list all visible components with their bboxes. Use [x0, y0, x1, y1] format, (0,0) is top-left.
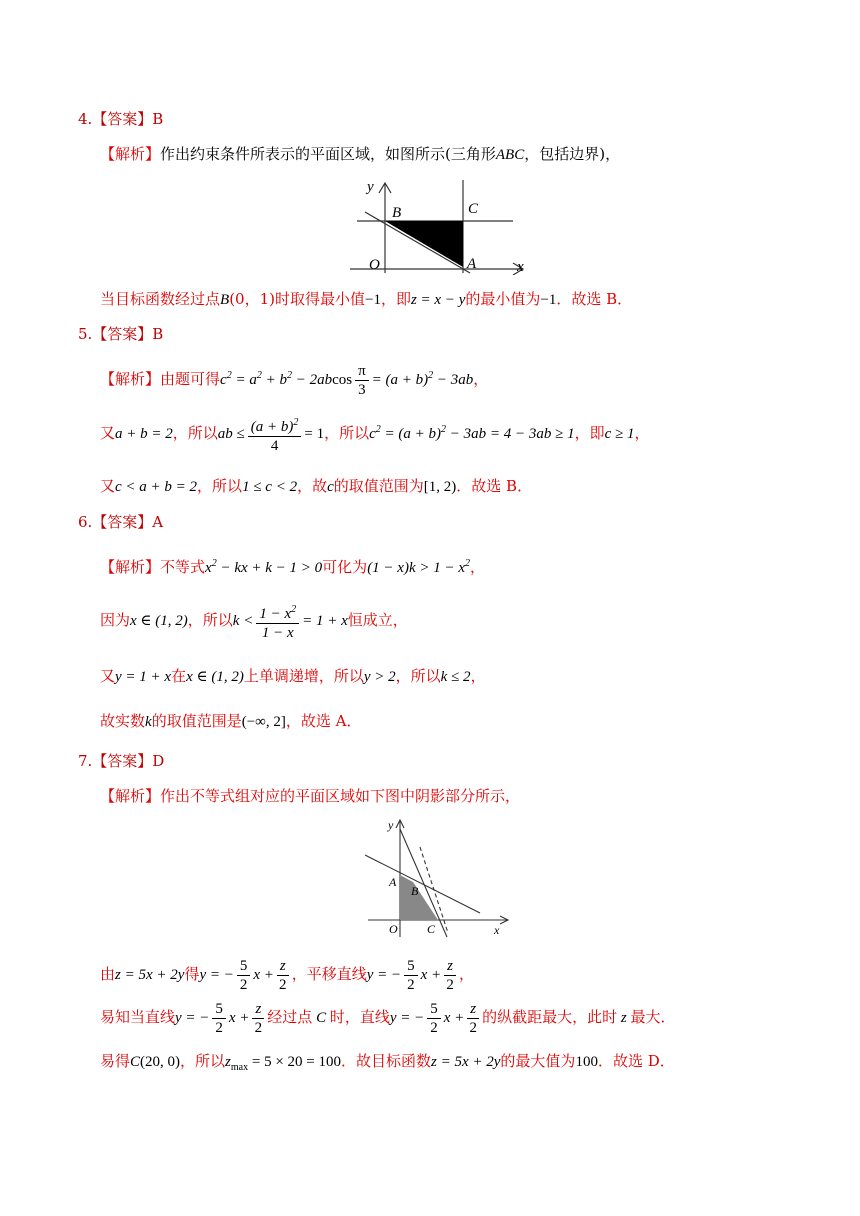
q5-l3-c: ，故 — [297, 477, 328, 495]
q5-line3: 又c < a + b = 2，所以1 ≤ c < 2，故c的取值范围为[1, 2)．故选 B． — [100, 477, 533, 495]
q4-analysis — [100, 143, 620, 166]
q6-line3: 又y = 1 + x在x ∈ (1, 2)上单调递增，所以y > 2，所以k ≤ 2， — [100, 667, 486, 685]
q6-l2-c: 恒成立， — [347, 611, 408, 629]
q7-l3-c: 时，直线 — [329, 1008, 390, 1026]
q5-l2-b: ，所以 — [172, 424, 218, 442]
q5-l3-a: 又 — [100, 477, 116, 495]
q7-l2-b: 得 — [184, 965, 200, 983]
q4-conclusion-text-e: ．故选 B． — [556, 290, 633, 308]
q7-l3-e: 最大． — [630, 1008, 676, 1026]
q4-conclusion-text-a: 当目标函数经过点 — [100, 290, 221, 308]
q7-line2: 由z = 5x + 2y得y = − $\frac{5}{2}$ x + $\frac{z}{2}$ ，平移直线y = − $\frac{5}{2}$ x + $\frac{z}{2}$ ， — [100, 957, 475, 993]
q7-label-C: C — [427, 922, 436, 936]
q7-figure — [360, 815, 520, 940]
q6-l4-c: ，故选 A． — [285, 712, 362, 730]
q7-line3: 易知当直线y = − $\frac{5}{2}$ x + $\frac{z}{2}$ 经过点 C 时，直线y = − $\frac{5}{2}$ x + $\frac{z}{2}$ 的纵截距最大，此时 z 最大． — [100, 1000, 676, 1036]
q5-l2-c: ，所以 — [324, 424, 370, 442]
q4-conclusion-text-d: 的最小值为 — [465, 290, 541, 308]
q5-l2-d: ，即 — [574, 424, 605, 442]
q4-conclusion — [100, 288, 632, 311]
q4-label-y: y — [367, 179, 374, 195]
q6-l1-a: 不等式 — [160, 558, 206, 576]
q7-l3-a: 易知当直线 — [100, 1008, 176, 1026]
q5-l3-e: ．故选 B． — [456, 477, 533, 495]
q4-label-B: B — [392, 205, 402, 221]
q6-label: 【解析】 — [100, 558, 161, 576]
q6-line4: 故实数k的取值范围是(−∞, 2]，故选 A． — [100, 712, 362, 730]
q7-label-y: y — [388, 818, 394, 832]
q6-line1: 【解析】不等式$x^2$ − kx + k − 1 > 0可化为$(1 - x)k > 1 - x^2$， — [100, 558, 486, 576]
q4-conclusion-text-c: ，即 — [380, 290, 411, 308]
q4-label-O: O — [369, 257, 380, 273]
q5-l1-text: 由题可得 — [160, 370, 221, 388]
q6-line2: 因为x ∈ (1, 2)，所以k < $\frac{1 - x^2}{1 - x}$ = 1 + x恒成立， — [100, 600, 408, 640]
q5-label: 【解析】 — [100, 370, 161, 388]
q6-l3-d: ，所以 — [395, 667, 441, 685]
q7-label-O: O — [389, 922, 398, 936]
q7-label-A: A — [389, 875, 397, 889]
q4-min-value-2: −1 — [540, 292, 557, 308]
q7-l1-text: 作出不等式组对应的平面区域如下图中阴影部分所示， — [160, 787, 521, 805]
q5-l3-d: 的取值范围为 — [333, 477, 424, 495]
q7-l4-a: 易得 — [100, 1052, 131, 1070]
q5-line2: 又a + b = 2，所以ab ≤ $\frac{(a + b)^2}{4}$ = 1，所以$c^2 = (a + b)^2 - 3ab = 4 - 3ab \ge 1$，即c ≥ 1， — [100, 410, 650, 450]
q6-answer: 6.【答案】A — [78, 513, 164, 531]
q5-answer: 5.【答案】B — [78, 325, 164, 343]
q5-frac: $\frac{(a + b)^2}{4}$ — [248, 414, 302, 455]
q5-eq1: $c^2 = a^2 + b^2 - 2ab$ — [220, 370, 333, 388]
q4-triangle-name: ABC — [495, 147, 525, 163]
q4-label-A: A — [467, 256, 477, 272]
q6-l3-a: 又 — [100, 667, 116, 685]
q7-l4-c: ．故目标函数 — [341, 1052, 432, 1070]
q7-l4-d: 的最大值为 — [500, 1052, 576, 1070]
q4-conclusion-text-b: (0，1)时取得最小值 — [229, 290, 365, 308]
q6-l3-c: 上单调递增，所以 — [243, 667, 364, 685]
q7-answer: 7.【答案】D — [78, 752, 165, 770]
q4-point-B: B — [220, 292, 230, 308]
q5-l3-b: ，所以 — [197, 477, 243, 495]
q4-min-value: −1 — [364, 292, 381, 308]
q4-answer: 4.【答案】B — [78, 110, 164, 128]
q7-label-x: x — [494, 923, 500, 937]
q6-l1-b: 可化为 — [322, 558, 368, 576]
q6-l4-b: 的取值范围是 — [151, 712, 242, 730]
q7-l2-a: 由 — [100, 965, 116, 983]
q4-analysis-tail: ，包括边界)， — [524, 145, 621, 163]
q7-line1 — [100, 785, 520, 807]
q7-l3-d: 的纵截距最大，此时 — [482, 1008, 618, 1026]
q7-l2-c: ，平移直线 — [291, 965, 367, 983]
q4-analysis-label: 【解析】 — [100, 145, 161, 163]
q5-pi-over-3: $\frac{\pi}{3}$ — [355, 362, 369, 399]
q4-analysis-text: 作出约束条件所表示的平面区域，如图所示(三角形 — [160, 145, 496, 163]
q4-label-x: x — [517, 259, 524, 275]
q7-line4: 易得C(20, 0)，所以$z_{max} = 5 \times 20 = 100$．故目标函数z = 5x + 2y的最大值为100．故选 D． — [100, 1052, 675, 1073]
q7-l4-b: ，所以 — [180, 1052, 226, 1070]
q6-l2-b: ，所以 — [187, 611, 233, 629]
q7-label: 【解析】 — [100, 787, 161, 805]
q6-l2-a: 因为 — [100, 611, 131, 629]
q5-line1: 【解析】由题可得$c^2 = a^2 + b^2 - 2abcos$ $\frac{\pi}{3}$ = $(a + b)^2 - 3ab$， — [100, 362, 489, 398]
q6-l4-a: 故实数 — [100, 712, 146, 730]
q5-l2-a: 又 — [100, 424, 116, 442]
q6-l3-b: 在 — [171, 667, 187, 685]
q7-label-B: B — [411, 884, 419, 898]
q6-frac: $\frac{1 - x^2}{1 - x}$ — [256, 601, 299, 642]
q4-objective: z = x − y — [410, 292, 466, 308]
q4-figure — [345, 175, 535, 275]
q7-l4-e: ．故选 D． — [597, 1052, 675, 1070]
q7-l3-b: 经过点 — [267, 1008, 313, 1026]
q4-label-C: C — [468, 201, 479, 217]
